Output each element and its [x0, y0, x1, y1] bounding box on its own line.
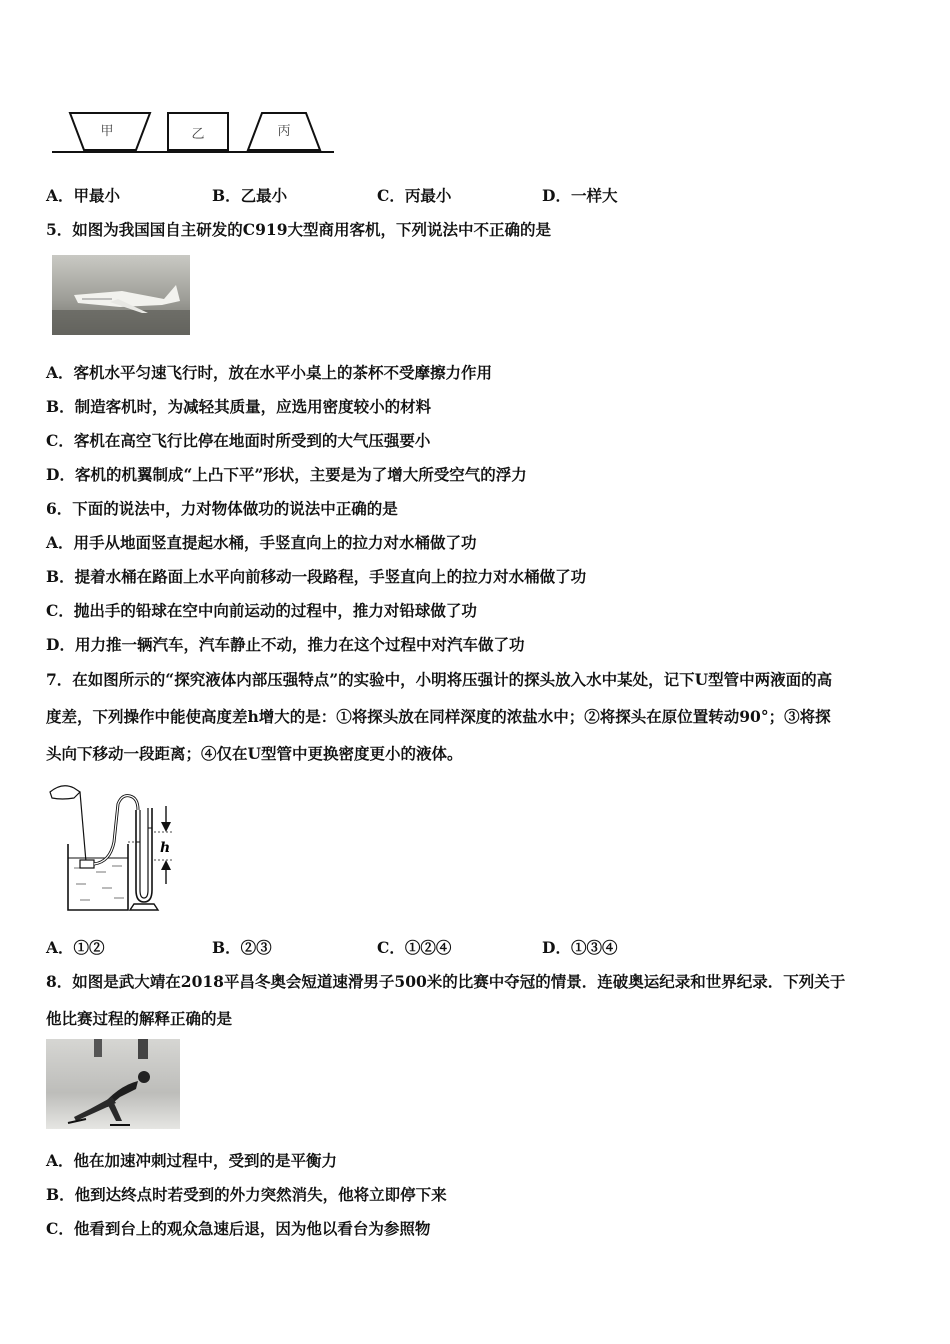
q5-option-d: D．客机的机翼制成“上凸下平”形状，主要是为了增大所受空气的浮力 — [46, 465, 527, 484]
pressure-gauge-figure — [44, 780, 184, 916]
q6-option-d: D．用力推一辆汽车，汽车静止不动，推力在这个过程中对汽车做了功 — [46, 635, 525, 654]
q6-option-c: C．抛出手的铅球在空中向前运动的过程中，推力对铅球做了功 — [46, 601, 477, 620]
q7-option-c: C．①②④ — [377, 938, 452, 957]
container-label-jia: 甲 — [100, 124, 114, 139]
q4-option-a: A．甲最小 — [46, 186, 121, 205]
q8-option-c: C．他看到台上的观众急速后退，因为他以看台为参照物 — [46, 1219, 431, 1238]
q5-option-c: C．客机在高空飞行比停在地面时所受到的大气压强要小 — [46, 431, 431, 450]
q7-option-a: A．①② — [46, 938, 105, 957]
q4-containers-figure — [50, 108, 340, 158]
q8-option-a: A．他在加速冲刺过程中，受到的是平衡力 — [46, 1151, 338, 1170]
q8-stem-line-2: 他比赛过程的解释正确的是 — [46, 1009, 233, 1028]
container-label-yi: 乙 — [191, 127, 205, 142]
q5-option-a: A．客机水平匀速飞行时，放在水平小桌上的茶杯不受摩擦力作用 — [46, 363, 493, 382]
container-label-bing: 丙 — [277, 124, 291, 139]
c919-airplane-photo — [52, 255, 190, 335]
q5-option-b: B．制造客机时，为减轻其质量，应选用密度较小的材料 — [46, 397, 432, 416]
q8-stem-line-1: 8．如图是武大靖在2018平昌冬奥会短道速滑男子500米的比赛中夺冠的情景．连破奥运纪录和世界纪录．下列关于 — [46, 972, 846, 991]
q4-option-b: B．乙最小 — [212, 186, 288, 205]
q8-option-b: B．他到达终点时若受到的外力突然消失，他将立即停下来 — [46, 1185, 447, 1204]
q7-option-b: B．②③ — [212, 938, 272, 957]
q7-stem-line-2: 度差，下列操作中能使高度差h增大的是：①将探头放在同样深度的浓盐水中；②将探头在原位置转动90°；③将探 — [46, 707, 831, 726]
height-label-h: h — [160, 840, 171, 856]
q6-stem: 6．下面的说法中，力对物体做功的说法中正确的是 — [46, 499, 398, 518]
q7-stem-line-3: 头向下移动一段距离；④仅在U型管中更换密度更小的液体。 — [46, 744, 463, 763]
q6-option-b: B．提着水桶在路面上水平向前移动一段路程，手竖直向上的拉力对水桶做了功 — [46, 567, 587, 586]
q7-option-d: D．①③④ — [542, 938, 618, 957]
q4-option-d: D．一样大 — [542, 186, 618, 205]
q7-stem-line-1: 7．在如图所示的“探究液体内部压强特点”的实验中，小明将压强计的探头放入水中某处，记下U型管中两液面的高 — [46, 670, 833, 689]
q6-option-a: A．用手从地面竖直提起水桶，手竖直向上的拉力对水桶做了功 — [46, 533, 477, 552]
q5-stem: 5．如图为我国国自主研发的C919大型商用客机，下列说法中不正确的是 — [46, 220, 551, 239]
speed-skater-photo — [46, 1039, 180, 1129]
q4-option-c: C．丙最小 — [377, 186, 452, 205]
